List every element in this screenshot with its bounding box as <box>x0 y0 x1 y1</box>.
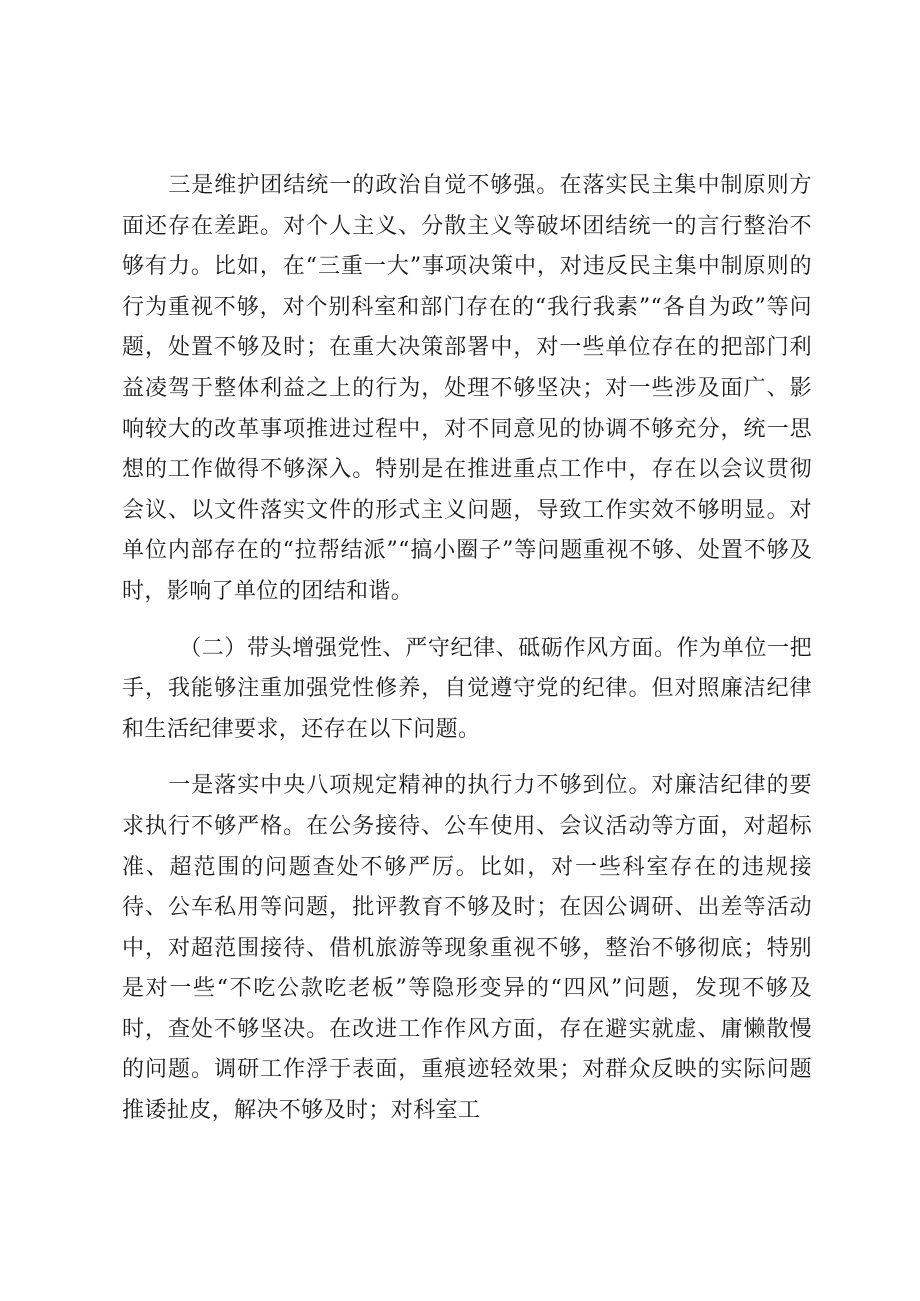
paragraph-eight-rules: 一是落实中央八项规定精神的执行力不够到位。对廉洁纪律的要求执行不够严格。在公务接待、公车使用、会议活动等方面，对超标准、超范围的问题查处不够严厉。比如，对一些科室存在的违规接待、公车私用等问题，批评教育不够及时；在因公调研、出差等活动中，对超范围接待、借机旅游等现象重视不够，整治不够彻底；特别是对一些“不吃公款吃老板”等隐形变异的“四风”问题，发现不够及时，查处不够坚决。在改进工作作风方面，存在避实就虚、庸懒散慢的问题。调研工作浮于表面，重痕迹轻效果；对群众反映的实际问题推诿扯皮，解决不够及时；对科室工 <box>122 773 812 1124</box>
paragraph-unity: 三是维护团结统一的政治自觉不够强。在落实民主集中制原则方面还存在差距。对个人主义、分散主义等破坏团结统一的言行整治不够有力。比如，在“三重一大”事项决策中，对违反民主集中制原则的行为重视不够，对个别科室和部门存在的“我行我素”“各自为政”等问题，处置不够及时；在重大决策部署中，对一些单位存在的把部门利益凌驾于整体利益之上的行为，处理不够坚决；对一些涉及面广、影响较大的改革事项推进过程中，对不同意见的协调不够充分，统一思想的工作做得不够深入。特别是在推进重点工作中，存在以会议贯彻会议、以文件落实文件的形式主义问题，导致工作实效不够明显。对单位内部存在的“拉帮结派”“搞小圈子”等问题重视不够、处置不够及时，影响了单位的团结和谐。 <box>122 173 812 604</box>
document-body <box>122 166 812 1148</box>
paragraph-section-two-heading: （二）带头增强党性、严守纪律、砥砺作风方面。作为单位一把手，我能够注重加强党性修养，自觉遵守党的纪律。但对照廉洁纪律和生活纪律要求，还存在以下问题。 <box>122 635 812 742</box>
